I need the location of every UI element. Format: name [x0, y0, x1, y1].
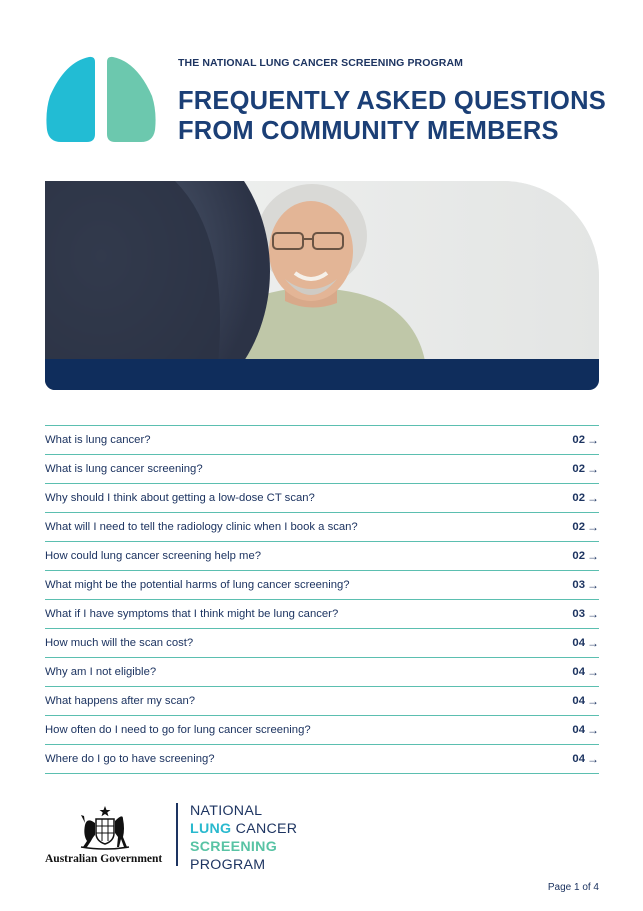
gov-label: Australian Government	[45, 853, 163, 865]
toc-page-number: 02	[572, 434, 585, 446]
arrow-right-icon: →	[587, 433, 599, 447]
toc-page	[572, 694, 599, 708]
coat-of-arms-icon	[73, 805, 137, 851]
toc-page	[572, 636, 599, 650]
program-line-2	[190, 820, 297, 838]
toc-question[interactable]: What if I have symptoms that I think might be lung cancer?	[45, 608, 339, 620]
arrow-right-icon: →	[587, 636, 599, 650]
program-wordmark	[190, 802, 297, 874]
toc-row[interactable]	[45, 484, 599, 513]
toc-question[interactable]: What is lung cancer?	[45, 434, 151, 446]
program-lung: LUNG	[190, 821, 232, 837]
arrow-right-icon: →	[587, 665, 599, 679]
toc-page-number: 04	[572, 753, 585, 765]
toc-row[interactable]	[45, 542, 599, 571]
hero-photo	[45, 181, 599, 390]
toc-question[interactable]: How much will the scan cost?	[45, 637, 194, 649]
toc-question[interactable]: Why should I think about getting a low-dose CT scan?	[45, 492, 315, 504]
toc-row[interactable]	[45, 455, 599, 484]
toc-row[interactable]	[45, 716, 599, 745]
toc-row[interactable]	[45, 571, 599, 600]
toc-page-number: 04	[572, 695, 585, 707]
toc-page	[572, 665, 599, 679]
program-line-4: PROGRAM	[190, 857, 266, 873]
toc-row[interactable]	[45, 687, 599, 716]
toc-page	[572, 520, 599, 534]
toc-question[interactable]: Why am I not eligible?	[45, 666, 157, 678]
footer-divider	[176, 803, 178, 866]
arrow-right-icon: →	[587, 462, 599, 476]
toc-page-number: 03	[572, 579, 585, 591]
toc-row[interactable]	[45, 426, 599, 455]
toc-row[interactable]	[45, 513, 599, 542]
toc-page-number: 02	[572, 463, 585, 475]
toc-question[interactable]: What happens after my scan?	[45, 695, 196, 707]
arrow-right-icon: →	[587, 723, 599, 737]
toc-row[interactable]	[45, 600, 599, 629]
toc-page-number: 04	[572, 666, 585, 678]
arrow-right-icon: →	[587, 491, 599, 505]
arrow-right-icon: →	[587, 752, 599, 766]
faq-contents-list	[45, 425, 599, 774]
toc-question[interactable]: What will I need to tell the radiology clinic when I book a scan?	[45, 521, 358, 533]
arrow-right-icon: →	[587, 694, 599, 708]
toc-page	[572, 433, 599, 447]
toc-page	[572, 607, 599, 621]
toc-page-number: 02	[572, 492, 585, 504]
toc-question[interactable]: How could lung cancer screening help me?	[45, 550, 262, 562]
toc-page-number: 02	[572, 521, 585, 533]
arrow-right-icon: →	[587, 520, 599, 534]
title-line-2: FROM COMMUNITY MEMBERS	[178, 117, 559, 145]
page-title	[178, 86, 606, 146]
title-line-1: FREQUENTLY ASKED QUESTIONS	[178, 87, 606, 115]
toc-page	[572, 462, 599, 476]
program-kicker: THE NATIONAL LUNG CANCER SCREENING PROGRAM	[178, 57, 463, 69]
toc-question[interactable]: How often do I need to go for lung cancer screening?	[45, 724, 311, 736]
toc-page-number: 04	[572, 724, 585, 736]
program-cancer: CANCER	[231, 821, 298, 837]
photo-of-smiling-older-man-icon	[45, 181, 599, 390]
toc-page	[572, 491, 599, 505]
toc-page	[572, 578, 599, 592]
toc-question[interactable]: What is lung cancer screening?	[45, 463, 203, 475]
toc-page	[572, 752, 599, 766]
program-line-1: NATIONAL	[190, 803, 263, 819]
toc-page-number: 04	[572, 637, 585, 649]
toc-question[interactable]: Where do I go to have screening?	[45, 753, 215, 765]
toc-row[interactable]	[45, 658, 599, 687]
toc-question[interactable]: What might be the potential harms of lung cancer screening?	[45, 579, 350, 591]
toc-row[interactable]	[45, 745, 599, 774]
program-line-3: SCREENING	[190, 839, 278, 855]
australian-government-logo	[45, 805, 165, 867]
arrow-right-icon: →	[587, 549, 599, 563]
arrow-right-icon: →	[587, 578, 599, 592]
lung-logo-icon	[45, 56, 157, 142]
toc-page-number: 02	[572, 550, 585, 562]
toc-page	[572, 723, 599, 737]
toc-page-number: 03	[572, 608, 585, 620]
toc-row[interactable]	[45, 629, 599, 658]
page-number: Page 1 of 4	[547, 882, 599, 893]
toc-page	[572, 549, 599, 563]
arrow-right-icon: →	[587, 607, 599, 621]
